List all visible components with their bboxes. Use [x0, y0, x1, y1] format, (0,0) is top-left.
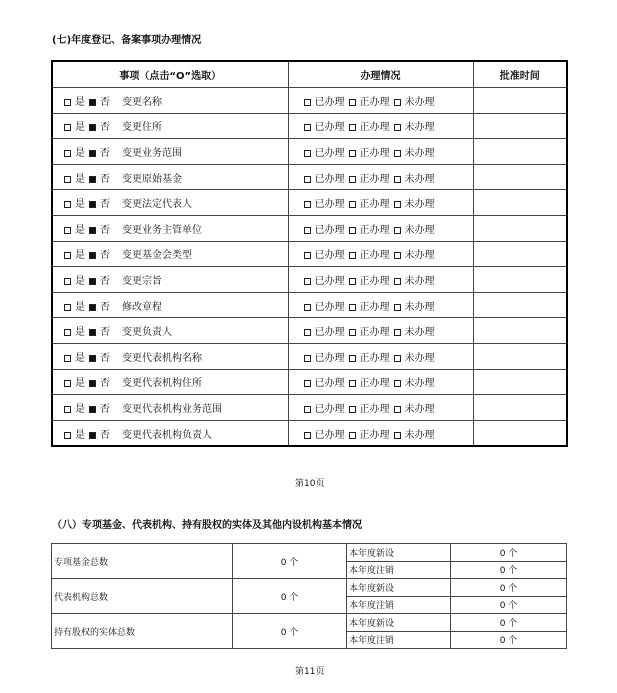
no-checkbox[interactable]	[89, 304, 96, 311]
no-label: 否	[100, 199, 110, 211]
item-cell	[52, 113, 288, 139]
in-progress-label: 正办理	[359, 403, 390, 415]
done-checkbox[interactable]	[304, 355, 311, 362]
yes-checkbox[interactable]	[64, 380, 71, 387]
status-cell	[288, 241, 473, 267]
status-cell	[288, 267, 473, 293]
done-checkbox[interactable]	[304, 201, 311, 208]
done-label: 已办理	[314, 199, 345, 211]
approval-time-cell[interactable]	[473, 267, 567, 293]
no-label: 否	[100, 327, 110, 339]
header-approval-time: 批准时间	[473, 61, 567, 88]
done-label: 已办理	[314, 429, 345, 441]
item-label: 修改章程	[122, 301, 162, 313]
done-checkbox[interactable]	[304, 278, 311, 285]
not-done-checkbox[interactable]	[394, 201, 401, 208]
approval-time-cell[interactable]	[473, 241, 567, 267]
status-cell	[288, 420, 473, 446]
no-label: 否	[100, 250, 110, 262]
yes-label: 是	[75, 352, 85, 364]
not-done-label: 未办理	[404, 147, 435, 159]
item-cell	[52, 215, 288, 241]
done-checkbox[interactable]	[304, 406, 311, 413]
new-value: 0 个	[451, 544, 567, 562]
item-label: 变更名称	[122, 96, 162, 108]
not-done-checkbox[interactable]	[394, 227, 401, 234]
institutions-table	[51, 543, 567, 649]
not-done-label: 未办理	[404, 224, 435, 236]
header-item: 事项（点击“O”选取）	[52, 61, 288, 88]
in-progress-label: 正办理	[359, 378, 390, 390]
done-label: 已办理	[314, 250, 345, 262]
no-label: 否	[100, 429, 110, 441]
table-row	[52, 544, 567, 562]
item-cell	[52, 267, 288, 293]
yes-checkbox[interactable]	[64, 355, 71, 362]
item-label: 变更代表机构名称	[122, 352, 202, 364]
not-done-checkbox[interactable]	[394, 176, 401, 183]
status-cell	[288, 215, 473, 241]
in-progress-label: 正办理	[359, 250, 390, 262]
table-row	[52, 395, 567, 421]
in-progress-checkbox[interactable]	[349, 201, 356, 208]
table-row	[52, 241, 567, 267]
in-progress-label: 正办理	[359, 122, 390, 134]
yes-checkbox[interactable]	[64, 124, 71, 131]
yes-checkbox[interactable]	[64, 252, 71, 259]
not-done-checkbox[interactable]	[394, 355, 401, 362]
not-done-checkbox[interactable]	[394, 278, 401, 285]
item-cell	[52, 190, 288, 216]
in-progress-label: 正办理	[359, 275, 390, 287]
cancel-value: 0 个	[451, 561, 567, 579]
not-done-checkbox[interactable]	[394, 406, 401, 413]
no-checkbox[interactable]	[89, 278, 96, 285]
table-row	[52, 88, 567, 114]
table-row	[52, 579, 567, 597]
no-checkbox[interactable]	[89, 380, 96, 387]
in-progress-label: 正办理	[359, 352, 390, 364]
item-cell	[52, 369, 288, 395]
yes-checkbox[interactable]	[64, 201, 71, 208]
status-cell	[288, 292, 473, 318]
done-label: 已办理	[314, 147, 345, 159]
approval-time-cell[interactable]	[473, 215, 567, 241]
in-progress-checkbox[interactable]	[349, 227, 356, 234]
new-label: 本年度新设	[347, 544, 451, 562]
in-progress-checkbox[interactable]	[349, 406, 356, 413]
item-label: 变更业务范围	[122, 147, 182, 159]
no-checkbox[interactable]	[89, 201, 96, 208]
yes-checkbox[interactable]	[64, 406, 71, 413]
item-label: 变更负责人	[122, 327, 172, 339]
done-label: 已办理	[314, 352, 345, 364]
no-label: 否	[100, 224, 110, 236]
table-row	[52, 139, 567, 165]
item-cell	[52, 292, 288, 318]
done-checkbox[interactable]	[304, 252, 311, 259]
table-row	[52, 164, 567, 190]
table-row	[52, 614, 567, 632]
in-progress-checkbox[interactable]	[349, 380, 356, 387]
item-cell	[52, 139, 288, 165]
done-checkbox[interactable]	[304, 227, 311, 234]
no-checkbox[interactable]	[89, 406, 96, 413]
no-label: 否	[100, 403, 110, 415]
done-label: 已办理	[314, 224, 345, 236]
approval-time-cell[interactable]	[473, 139, 567, 165]
in-progress-checkbox[interactable]	[349, 124, 356, 131]
yes-checkbox[interactable]	[64, 150, 71, 157]
done-label: 已办理	[314, 122, 345, 134]
table-row	[52, 190, 567, 216]
no-label: 否	[100, 352, 110, 364]
done-checkbox[interactable]	[304, 124, 311, 131]
cancel-label: 本年度注销	[347, 596, 451, 614]
table-row	[52, 113, 567, 139]
in-progress-checkbox[interactable]	[349, 252, 356, 259]
page-number-10: 第10页	[295, 479, 325, 489]
in-progress-checkbox[interactable]	[349, 432, 356, 439]
not-done-label: 未办理	[404, 352, 435, 364]
not-done-checkbox[interactable]	[394, 304, 401, 311]
not-done-checkbox[interactable]	[394, 124, 401, 131]
not-done-label: 未办理	[404, 429, 435, 441]
item-cell	[52, 420, 288, 446]
cancel-value: 0 个	[451, 631, 567, 649]
new-value: 0 个	[451, 579, 567, 597]
item-label: 变更代表机构负责人	[122, 429, 212, 441]
table-row	[52, 343, 567, 369]
in-progress-checkbox[interactable]	[349, 329, 356, 336]
done-checkbox[interactable]	[304, 150, 311, 157]
yes-label: 是	[75, 378, 85, 390]
no-checkbox[interactable]	[89, 150, 96, 157]
done-label: 已办理	[314, 403, 345, 415]
item-cell	[52, 88, 288, 114]
no-label: 否	[100, 96, 110, 108]
yes-label: 是	[75, 327, 85, 339]
page-number-11: 第11页	[295, 667, 325, 677]
item-label: 变更业务主管单位	[122, 224, 202, 236]
yes-label: 是	[75, 275, 85, 287]
not-done-label: 未办理	[404, 96, 435, 108]
item-label: 变更代表机构住所	[122, 378, 202, 390]
in-progress-checkbox[interactable]	[349, 176, 356, 183]
no-checkbox[interactable]	[89, 432, 96, 439]
item-label: 变更基金会类型	[122, 250, 192, 262]
approval-time-cell[interactable]	[473, 164, 567, 190]
no-label: 否	[100, 173, 110, 185]
section7-title: (七)年度登记、备案事项办理情况	[52, 35, 202, 46]
status-cell	[288, 395, 473, 421]
item-label: 变更代表机构业务范围	[122, 403, 222, 415]
approval-time-cell[interactable]	[473, 113, 567, 139]
group-label: 专项基金总数	[52, 544, 233, 579]
done-checkbox[interactable]	[304, 329, 311, 336]
yes-checkbox[interactable]	[64, 329, 71, 336]
done-checkbox[interactable]	[304, 99, 311, 106]
approval-time-cell[interactable]	[473, 292, 567, 318]
yes-label: 是	[75, 224, 85, 236]
item-label: 变更法定代表人	[122, 199, 192, 211]
status-cell	[288, 88, 473, 114]
new-value: 0 个	[451, 614, 567, 632]
approval-time-cell[interactable]	[473, 395, 567, 421]
no-checkbox[interactable]	[89, 252, 96, 259]
done-checkbox[interactable]	[304, 432, 311, 439]
not-done-label: 未办理	[404, 275, 435, 287]
item-label: 变更宗旨	[122, 275, 162, 287]
in-progress-label: 正办理	[359, 147, 390, 159]
not-done-checkbox[interactable]	[394, 329, 401, 336]
table-row	[52, 318, 567, 344]
status-cell	[288, 369, 473, 395]
no-label: 否	[100, 301, 110, 313]
not-done-label: 未办理	[404, 199, 435, 211]
done-label: 已办理	[314, 301, 345, 313]
yes-label: 是	[75, 403, 85, 415]
section8-title: （八）专项基金、代表机构、持有股权的实体及其他内设机构基本情况	[52, 520, 362, 531]
item-label: 变更住所	[122, 122, 162, 134]
status-cell	[288, 113, 473, 139]
status-cell	[288, 190, 473, 216]
item-label: 变更原始基金	[122, 173, 182, 185]
not-done-label: 未办理	[404, 122, 435, 134]
yes-label: 是	[75, 173, 85, 185]
in-progress-label: 正办理	[359, 224, 390, 236]
group-label: 持有股权的实体总数	[52, 614, 233, 649]
no-checkbox[interactable]	[89, 176, 96, 183]
yes-checkbox[interactable]	[64, 304, 71, 311]
registration-filing-table	[51, 60, 568, 447]
in-progress-checkbox[interactable]	[349, 278, 356, 285]
not-done-checkbox[interactable]	[394, 252, 401, 259]
no-label: 否	[100, 122, 110, 134]
in-progress-label: 正办理	[359, 429, 390, 441]
item-cell	[52, 241, 288, 267]
yes-checkbox[interactable]	[64, 176, 71, 183]
in-progress-checkbox[interactable]	[349, 99, 356, 106]
yes-checkbox[interactable]	[64, 432, 71, 439]
item-cell	[52, 318, 288, 344]
table-row	[52, 267, 567, 293]
item-cell	[52, 395, 288, 421]
table-header-row	[52, 61, 567, 88]
status-cell	[288, 164, 473, 190]
no-checkbox[interactable]	[89, 355, 96, 362]
table-row	[52, 215, 567, 241]
status-cell	[288, 343, 473, 369]
new-label: 本年度新设	[347, 614, 451, 632]
group-value: 0 个	[233, 579, 347, 614]
yes-checkbox[interactable]	[64, 278, 71, 285]
in-progress-checkbox[interactable]	[349, 304, 356, 311]
no-label: 否	[100, 275, 110, 287]
item-cell	[52, 164, 288, 190]
in-progress-label: 正办理	[359, 327, 390, 339]
approval-time-cell[interactable]	[473, 343, 567, 369]
no-checkbox[interactable]	[89, 124, 96, 131]
done-checkbox[interactable]	[304, 380, 311, 387]
approval-time-cell[interactable]	[473, 318, 567, 344]
cancel-label: 本年度注销	[347, 561, 451, 579]
no-label: 否	[100, 378, 110, 390]
in-progress-label: 正办理	[359, 173, 390, 185]
not-done-label: 未办理	[404, 327, 435, 339]
yes-checkbox[interactable]	[64, 227, 71, 234]
not-done-label: 未办理	[404, 173, 435, 185]
not-done-checkbox[interactable]	[394, 99, 401, 106]
no-checkbox[interactable]	[89, 99, 96, 106]
group-value: 0 个	[233, 544, 347, 579]
done-checkbox[interactable]	[304, 176, 311, 183]
not-done-label: 未办理	[404, 250, 435, 262]
done-checkbox[interactable]	[304, 304, 311, 311]
in-progress-label: 正办理	[359, 301, 390, 313]
cancel-value: 0 个	[451, 596, 567, 614]
no-checkbox[interactable]	[89, 227, 96, 234]
in-progress-checkbox[interactable]	[349, 355, 356, 362]
in-progress-label: 正办理	[359, 199, 390, 211]
done-label: 已办理	[314, 378, 345, 390]
not-done-checkbox[interactable]	[394, 380, 401, 387]
in-progress-label: 正办理	[359, 96, 390, 108]
not-done-label: 未办理	[404, 301, 435, 313]
table-row	[52, 369, 567, 395]
no-checkbox[interactable]	[89, 329, 96, 336]
not-done-label: 未办理	[404, 403, 435, 415]
approval-time-cell[interactable]	[473, 88, 567, 114]
group-label: 代表机构总数	[52, 579, 233, 614]
yes-checkbox[interactable]	[64, 99, 71, 106]
approval-time-cell[interactable]	[473, 420, 567, 446]
table-row	[52, 292, 567, 318]
done-label: 已办理	[314, 327, 345, 339]
group-value: 0 个	[233, 614, 347, 649]
no-label: 否	[100, 147, 110, 159]
done-label: 已办理	[314, 275, 345, 287]
item-cell	[52, 343, 288, 369]
approval-time-cell[interactable]	[473, 190, 567, 216]
yes-label: 是	[75, 96, 85, 108]
yes-label: 是	[75, 199, 85, 211]
not-done-checkbox[interactable]	[394, 432, 401, 439]
yes-label: 是	[75, 250, 85, 262]
table-row	[52, 420, 567, 446]
done-label: 已办理	[314, 173, 345, 185]
status-cell	[288, 318, 473, 344]
status-cell	[288, 139, 473, 165]
cancel-label: 本年度注销	[347, 631, 451, 649]
yes-label: 是	[75, 122, 85, 134]
new-label: 本年度新设	[347, 579, 451, 597]
in-progress-checkbox[interactable]	[349, 150, 356, 157]
yes-label: 是	[75, 301, 85, 313]
yes-label: 是	[75, 429, 85, 441]
done-label: 已办理	[314, 96, 345, 108]
not-done-checkbox[interactable]	[394, 150, 401, 157]
approval-time-cell[interactable]	[473, 369, 567, 395]
not-done-label: 未办理	[404, 378, 435, 390]
yes-label: 是	[75, 147, 85, 159]
header-status: 办理情况	[288, 61, 473, 88]
